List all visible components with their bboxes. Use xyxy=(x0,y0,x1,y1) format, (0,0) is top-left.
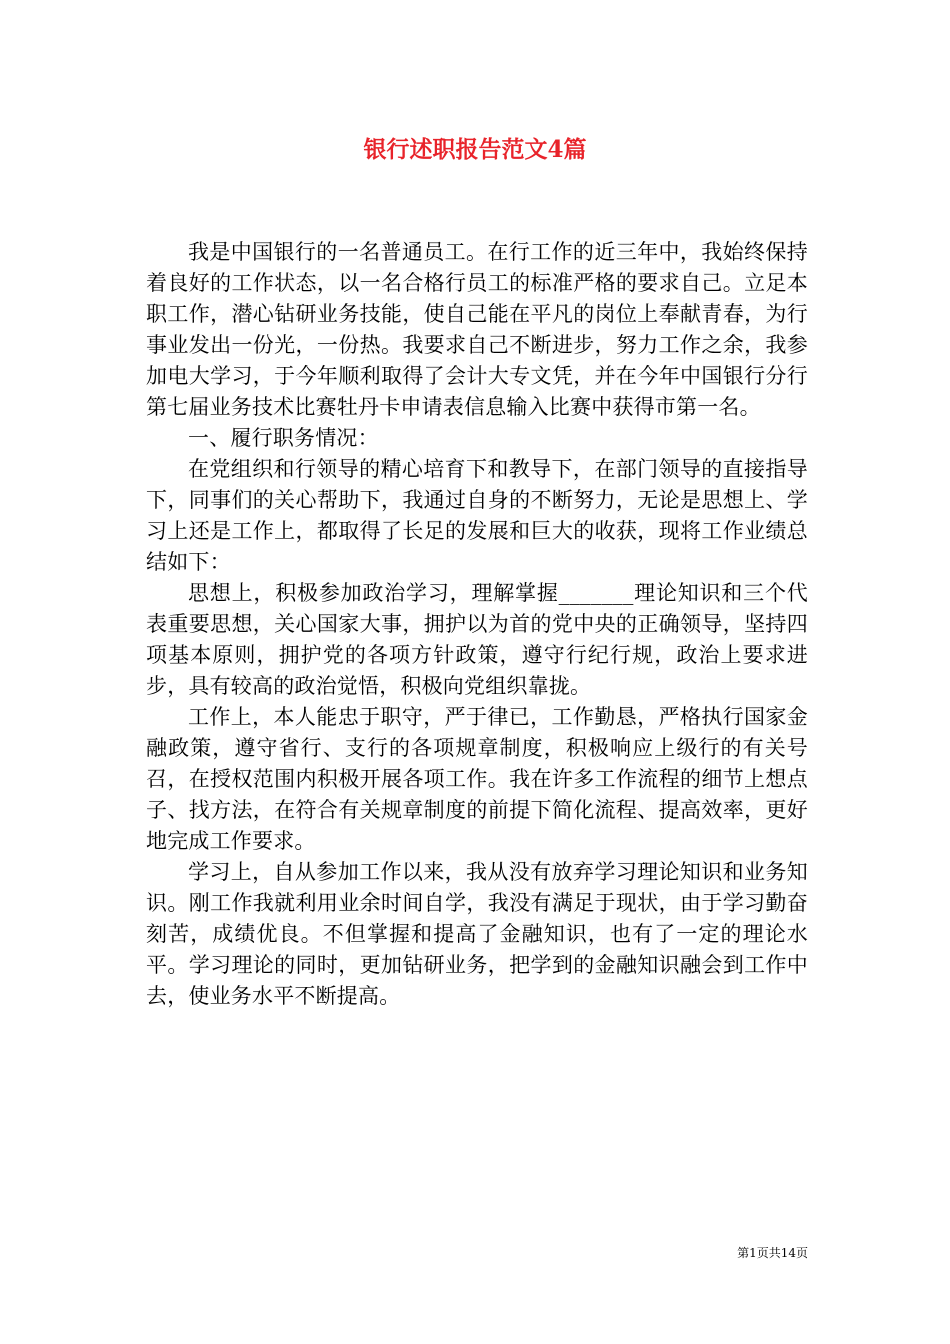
section-heading-duties: 一、履行职务情况： xyxy=(188,426,379,450)
paragraph-ideology: 思想上，积极参加政治学习，理解掌握_______理论知识和三个代表重要思想，关心国家大事，拥护以为首的党中央的正确领导，坚持四项基本原则，拥护党的各项方针政策，遵守行纪行规，政治上要求进步，具有较高的政治觉悟，积极向党组织靠拢。 xyxy=(146,581,808,698)
paragraph-work: 工作上，本人能忠于职守，严于律已，工作勤恳，严格执行国家金融政策，遵守省行、支行的各项规章制度，积极响应上级行的有关号召，在授权范围内积极开展各项工作。我在许多工作流程的细节上想点子、找方法，在符合有关规章制度的前提下简化流程、提高效率，更好地完成工作要求。 xyxy=(146,705,808,853)
paragraph-study: 学习上，自从参加工作以来，我从没有放弃学习理论知识和业务知识。刚工作我就利用业余时间自学，我没有满足于现状，由于学习勤奋刻苦，成绩优良。不但掌握和提高了金融知识，也有了一定的理论水平。学习理论的同时，更加钻研业务，把学到的金融知识融会到工作中去，使业务水平不断提高。 xyxy=(146,860,808,1008)
paragraph-intro: 我是中国银行的一名普通员工。在行工作的近三年中，我始终保持着良好的工作状态，以一名合格行员工的标准严格的要求自己。立足本职工作，潜心钻研业务技能，使自己能在平凡的岗位上奉献青春，为行事业发出一份光，一份热。我要求自己不断进步，努力工作之余，我参加电大学习，于今年顺利取得了会计大专文凭，并在今年中国银行分行第七届业务技术比赛牡丹卡申请表信息输入比赛中获得市第一名。 xyxy=(146,240,808,419)
paragraph-overview: 在党组织和行领导的精心培育下和教导下，在部门领导的直接指导下，同事们的关心帮助下，我通过自身的不断努力，无论是思想上、学习上还是工作上，都取得了长足的发展和巨大的收获，现将工作业绩总结如下： xyxy=(146,457,808,574)
document-body xyxy=(146,237,808,1012)
page-number-footer: 第1页共14页 xyxy=(737,1246,808,1260)
document-title: 银行述职报告范文4篇 xyxy=(363,136,587,163)
